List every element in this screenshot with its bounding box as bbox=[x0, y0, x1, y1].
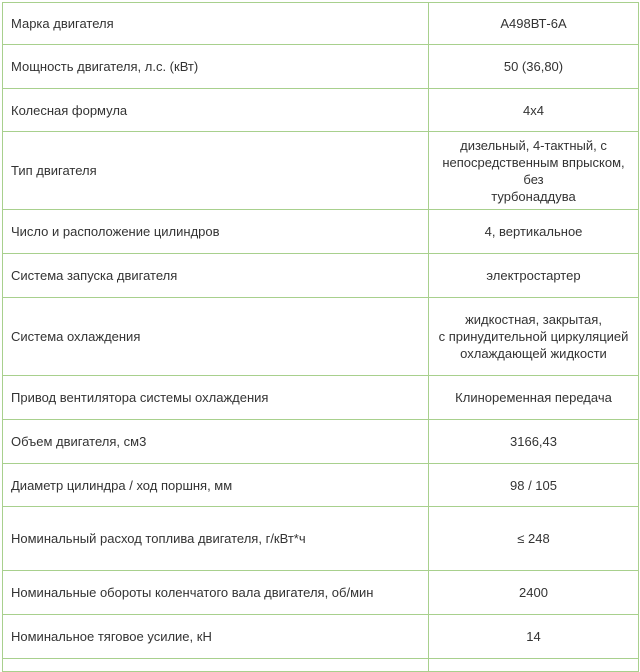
param-value bbox=[429, 507, 639, 571]
table-row bbox=[3, 420, 639, 464]
param-label: Мощность двигателя, л.с. (кВт) bbox=[3, 45, 429, 89]
table-row-partial bbox=[3, 659, 639, 672]
table-row bbox=[3, 571, 639, 615]
param-value bbox=[429, 45, 639, 89]
param-value bbox=[429, 254, 639, 298]
value-line: 50 (36,80) bbox=[503, 59, 564, 74]
param-value bbox=[429, 376, 639, 420]
table-row bbox=[3, 615, 639, 659]
value-line: 3166,43 bbox=[510, 434, 557, 449]
param-value bbox=[429, 571, 639, 615]
param-label: Число и расположение цилиндров bbox=[3, 210, 429, 254]
param-label: Диаметр цилиндра / ход поршня, мм bbox=[3, 464, 429, 507]
table-row bbox=[3, 3, 639, 45]
value-line: 4х4 bbox=[523, 102, 544, 118]
param-label: Номинальный расход топлива двигателя, г/кВт*ч bbox=[3, 507, 429, 571]
param-label: Колесная формула bbox=[3, 89, 429, 132]
param-label: Система запуска двигателя bbox=[3, 254, 429, 298]
table-row bbox=[3, 507, 639, 571]
param-value bbox=[429, 3, 639, 45]
value-line: охлаждающей жидкости bbox=[460, 346, 607, 361]
table-row bbox=[3, 464, 639, 507]
param-label: Объем двигателя, см3 bbox=[3, 420, 429, 464]
value-line: жидкостная, закрытая, bbox=[465, 312, 602, 327]
value-line: непосредственным впрыском, без bbox=[442, 154, 625, 187]
value-line: 14 bbox=[526, 629, 541, 644]
table-row bbox=[3, 298, 639, 376]
param-value bbox=[429, 89, 639, 132]
param-value-empty bbox=[429, 659, 639, 672]
value-line: ≤ 248 bbox=[517, 531, 550, 546]
table-row bbox=[3, 254, 639, 298]
param-value bbox=[429, 420, 639, 464]
value-line: дизельный, 4-тактный, с bbox=[460, 137, 607, 153]
value-line: 4, вертикальное bbox=[484, 224, 583, 239]
table-row bbox=[3, 210, 639, 254]
param-label: Номинальные обороты коленчатого вала двигателя, об/мин bbox=[3, 571, 429, 615]
table-row bbox=[3, 89, 639, 132]
table-row bbox=[3, 45, 639, 89]
param-label: Номинальное тяговое усилие, кН bbox=[3, 615, 429, 659]
param-value bbox=[429, 298, 639, 376]
table-row bbox=[3, 132, 639, 210]
param-label: Система охлаждения bbox=[3, 298, 429, 376]
param-label: Тип двигателя bbox=[3, 132, 429, 210]
param-value bbox=[429, 615, 639, 659]
value-line: электростартер bbox=[486, 268, 581, 283]
param-label: Привод вентилятора системы охлаждения bbox=[3, 376, 429, 420]
value-line: с принудительной циркуляцией bbox=[438, 329, 629, 344]
param-label: Марка двигателя bbox=[3, 3, 429, 45]
value-line: 98 / 105 bbox=[510, 477, 557, 493]
param-value bbox=[429, 132, 639, 210]
param-value bbox=[429, 210, 639, 254]
param-value bbox=[429, 464, 639, 507]
param-label-empty bbox=[3, 659, 429, 672]
value-line: А498ВТ-6А bbox=[500, 16, 567, 31]
engine-specs-table bbox=[2, 2, 639, 672]
value-line: 2400 bbox=[519, 585, 548, 600]
value-line: турбонаддува bbox=[491, 188, 576, 204]
table-row bbox=[3, 376, 639, 420]
value-line: Клиноременная передача bbox=[455, 390, 612, 405]
